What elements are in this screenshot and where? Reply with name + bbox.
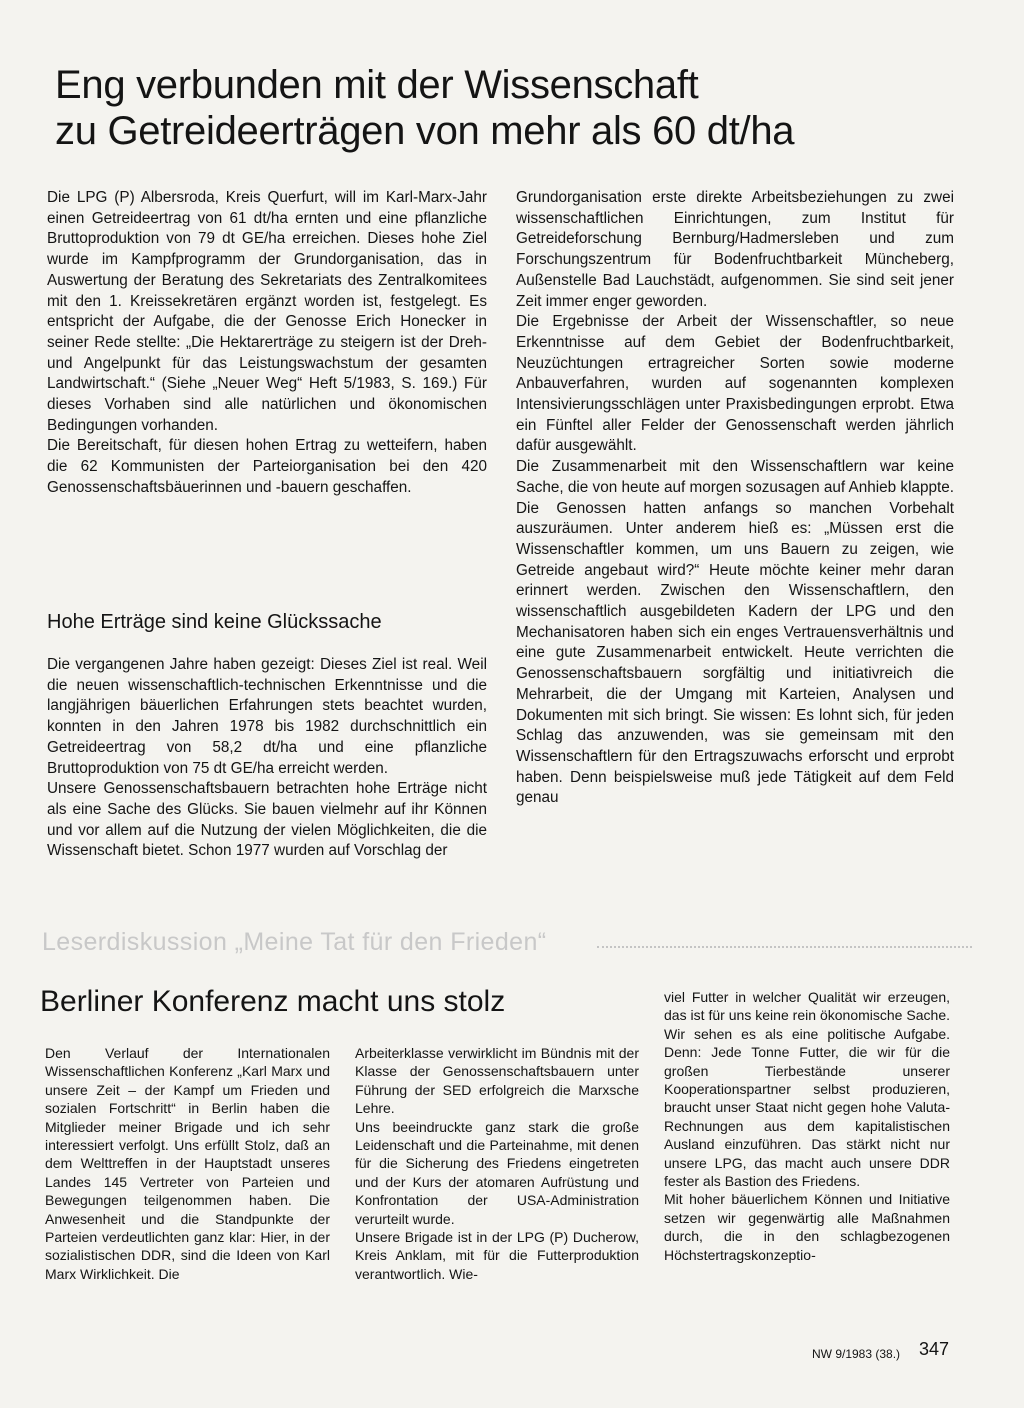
article1-paragraph: Unsere Genossenschaftsbauern betrachten hohe Erträge nicht als eine Sache des Glücks. Sie bauen vielmehr auf ihr Können und vor allem auf die Nutzung der vielen Möglichkeiten, die die Wissenschaft bietet. Schon 1977 wurden auf Vorschlag der bbox=[47, 780, 487, 860]
article-title-line-1: Eng verbunden mit der Wissenschaft bbox=[55, 63, 699, 107]
article1-paragraph: Grundorganisation erste direkte Arbeitsbeziehungen zu zwei wissenschaftlichen Einrichtungen, zum Institut für Getreideforschung Bernburg/Hadmersleben und zum Forschungszentrum für Bodenfruchtbarkeit Müncheberg, Außenstelle Bad Lauchstädt, aufgenommen. Sie sind seit jener Zeit immer enger geworden. bbox=[516, 189, 954, 310]
article2-title: Berliner Konferenz macht uns stolz bbox=[40, 985, 506, 1018]
reader-discussion-banner: Leserdiskussion „Meine Tat für den Frieden“ bbox=[42, 928, 547, 956]
article-title bbox=[55, 62, 975, 154]
article2-paragraph: viel Futter in welcher Qualität wir erzeugen, das ist für uns keine rein ökonomische Sache. Wir sehen es als eine politische Aufgabe. Denn: Jede Tonne Futter, die wir für die großen Tierbestände unserer Kooperationspartner selbst produzieren, braucht unser Staat nicht gegen hohe Valuta-Rechnungen aus dem kapitalistischen Ausland einzuführen. Das stärkt nicht nur unsere LPG, das macht auch unsere DDR fester als Bastion des Friedens. bbox=[664, 989, 950, 1190]
article-title-line-2: zu Getreideerträgen von mehr als 60 dt/ha bbox=[55, 109, 795, 153]
article2-paragraph: Unsere Brigade ist in der LPG (P) Ducherow, Kreis Anklam, mit für die Futterproduktion verantwortlich. Wie- bbox=[355, 1229, 639, 1282]
banner-dotted-rule bbox=[597, 946, 972, 948]
article1-column-2 bbox=[516, 188, 954, 809]
article1-paragraph: Die Bereitschaft, für diesen hohen Ertrag zu wetteifern, haben die 62 Kommunisten der Parteiorganisation bei den 420 Genossenschaftsbäuerinnen und -bauern geschaffen. bbox=[47, 437, 487, 496]
article2-paragraph: Mit hoher bäuerlichem Können und Initiative setzen wir gegenwärtig alle Maßnahmen durch, die in den schlagbezogenen Höchstertragskonzeptio- bbox=[664, 1191, 950, 1263]
issue-reference: NW 9/1983 (38.) bbox=[812, 1347, 901, 1361]
page-number: 347 bbox=[919, 1339, 950, 1359]
article1-subheading: Hohe Erträge sind keine Glückssache bbox=[47, 611, 382, 633]
article1-paragraph: Die Zusammenarbeit mit den Wissenschaftlern war keine Sache, die von heute auf morgen sozusagen auf Anhieb klappte. Die Genossen hatten anfangs so manchen Vorbehalt auszuräumen. Unter anderem hieß es: „Müssen erst die Wissenschaftler kommen, um uns Bauern zu zeigen, wie Getreide angebaut wird?“ Heute möchte keiner mehr daran erinnert werden. Zwischen den Wissenschaftlern, den wissenschaftlich ausgebildeten Kadern der LPG und den Mechanisatoren haben sich ein enges Vertrauensverhältnis und eine gute Zusammenarbeit entwickelt. Heute verrichten die Genossenschaftsbauern sorgfältig und initiativreich die Mehrarbeit, die der Umgang mit Karteien, Analysen und Dokumenten mit sich bringt. Sie wissen: Es lohnt sich, für jeden Schlag das anzuwenden, was sie gemeinsam mit den Wissenschaftlern für den Ertragszuwachs erforscht und erprobt haben. Denn beispielsweise muß jede Tätigkeit auf dem Feld genau bbox=[516, 458, 954, 807]
article2-paragraph: Den Verlauf der Internationalen Wissenschaftlichen Konferenz „Karl Marx und unsere Zeit – der Kampf um Frieden und sozialen Fortschritt“ in Berlin haben die Mitglieder meiner Brigade und ich sehr interessiert verfolgt. Uns erfüllt Stolz, daß an dem Welttreffen in der Hauptstadt unseres Landes 145 Vertreter von Parteien und Bewegungen teilgenommen haben. Die Anwesenheit und die Standpunkte der Parteien verdeutlichten ganz klar: Hier, in der sozialistischen DDR, sind die Ideen von Karl Marx Wirklichkeit. Die bbox=[45, 1045, 330, 1282]
article2-column-2 bbox=[355, 1044, 639, 1283]
article1-column-1-continued bbox=[47, 655, 487, 862]
article2-paragraph: Uns beeindruckte ganz stark die große Leidenschaft und die Parteinahme, mit denen für die Sicherung des Friedens eingetreten und der Kurs der atomaren Aufrüstung und Konfrontation der USA-Administration verurteilt wurde. bbox=[355, 1118, 639, 1227]
article2-column-1 bbox=[45, 1044, 330, 1283]
article1-paragraph: Die LPG (P) Albersroda, Kreis Querfurt, will im Karl-Marx-Jahr einen Getreideertrag von 61 dt/ha ernten und eine pflanzliche Bruttoproduktion von 79 dt GE/ha erreichen. Dieses hohe Ziel wurde im Kampfprogramm der Grundorganisation, das in Auswertung der Beratung des Sekretariats des Zentralkomitees mit den 1. Kreissekretären ergänzt worden ist, festgelegt. Es entspricht der Aufgabe, die der Genosse Erich Honecker in seiner Rede stellte: „Die Hektarerträge zu steigern ist der Dreh- und Angelpunkt für das Leistungswachstum der gesamten Landwirtschaft.“ (Siehe „Neuer Weg“ Heft 5/1983, S. 169.) Für dieses Vorhaben sind alle natürlichen und ökonomischen Bedingungen vorhanden. bbox=[47, 189, 487, 434]
article2-paragraph: Arbeiterklasse verwirklicht im Bündnis mit der Klasse der Genossenschaftsbauern unter Führung der SED erfolgreich die Marxsche Lehre. bbox=[355, 1045, 639, 1117]
article2-column-3 bbox=[664, 988, 950, 1264]
article1-paragraph: Die Ergebnisse der Arbeit der Wissenschaftler, so neue Erkenntnisse auf dem Gebiet der Bodenfruchtbarkeit, Neuzüchtungen ertragreicher Sorten sowie moderne Anbauverfahren, wurden auf sogenannten komplexen Intensivierungsschlägen unter Praxisbedingungen erprobt. Etwa ein Fünftel aller Felder der Genossenschaft werden jährlich dafür ausgewählt. bbox=[516, 313, 954, 455]
article1-paragraph: Die vergangenen Jahre haben gezeigt: Dieses Ziel ist real. Weil die neuen wissenschaftlich-technischen Erkenntnisse und die langjährigen bäuerlichen Erfahrungen stets beachtet wurden, konnten in den Jahren 1978 bis 1982 durchschnittlich ein Getreideertrag von 58,2 dt/ha und eine pflanzliche Bruttoproduktion von 75 dt GE/ha erreicht werden. bbox=[47, 656, 487, 777]
article1-column-1 bbox=[47, 188, 487, 499]
